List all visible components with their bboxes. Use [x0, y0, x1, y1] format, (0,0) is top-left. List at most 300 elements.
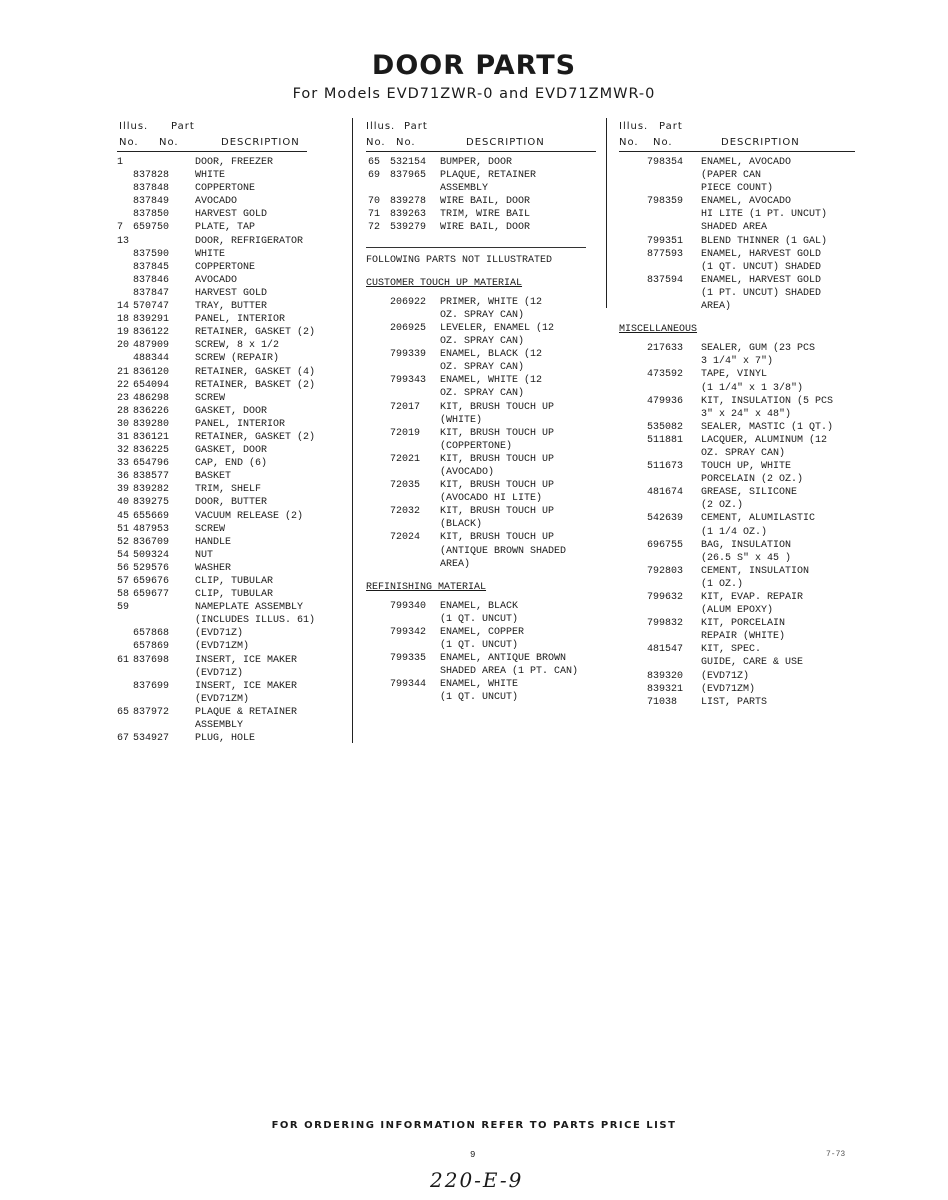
table-row: [619, 382, 855, 395]
part-description: BUMPER, DOOR: [440, 157, 513, 168]
table-row: [366, 639, 596, 652]
part-description: (PAPER CAN: [701, 170, 762, 182]
part-number: 799342: [390, 627, 427, 638]
part-number: 657869: [133, 641, 170, 653]
part-number: 535082: [647, 421, 684, 433]
part-description: OZ. SPRAY CAN): [440, 388, 525, 400]
table-row: [117, 483, 307, 496]
illus-number: 59: [117, 602, 130, 614]
table-row: [619, 656, 855, 669]
header-rule: [619, 151, 855, 152]
part-description: ASSEMBLY: [440, 183, 489, 195]
part-number: 799351: [647, 235, 684, 247]
table-row: [117, 640, 307, 653]
part-description: AVOCADO: [195, 274, 238, 286]
illus-number: 71: [368, 209, 381, 221]
part-description: ASSEMBLY: [195, 720, 244, 732]
part-description: PLAQUE & RETAINER: [195, 706, 298, 718]
part-number: 532154: [390, 157, 427, 168]
table-row: [366, 678, 596, 691]
column-divider: [606, 118, 607, 308]
table-row: [117, 588, 307, 601]
part-number: 836226: [133, 405, 170, 417]
table-row: [117, 732, 307, 745]
part-description: AREA): [440, 558, 471, 570]
part-number: 799343: [390, 375, 427, 387]
illus-number: 20: [117, 340, 130, 352]
part-description: BAG, INSULATION: [701, 539, 792, 551]
table-row: [619, 512, 855, 525]
part-description: OZ. SPRAY CAN): [440, 336, 525, 348]
part-number: 487953: [133, 523, 170, 535]
part-description: KIT, BRUSH TOUCH UP: [440, 532, 555, 544]
table-row: [117, 379, 316, 392]
part-number: 206925: [390, 322, 427, 334]
part-description: (1 QT. UNCUT): [440, 613, 519, 625]
part-description: ENAMEL, COPPER: [440, 627, 525, 638]
part-description: (1 QT. UNCUT): [440, 692, 519, 704]
section-rule: [366, 247, 586, 248]
table-row: [366, 492, 596, 505]
table-row: [619, 221, 855, 234]
illus-number: 28: [117, 405, 130, 417]
part-description: KIT, BRUSH TOUCH UP: [440, 480, 555, 492]
illus-number: 31: [117, 431, 130, 443]
part-description: (INCLUDES ILLUS. 61): [195, 615, 316, 627]
part-number: 654796: [133, 458, 170, 470]
part-number: 836225: [133, 445, 170, 457]
column-divider: [352, 118, 353, 743]
part-description: HARVEST GOLD: [195, 209, 268, 221]
part-description: (26.5 S" x 45 ): [701, 552, 792, 564]
part-number: 836120: [133, 366, 170, 378]
part-description: (1 1/4" x 1 3/8"): [701, 382, 804, 394]
parts-column-3: [619, 120, 855, 709]
part-description: KIT, INSULATION (5 PCS: [701, 395, 834, 407]
parts-column-2: [366, 120, 596, 705]
table-row: [366, 531, 596, 544]
part-number: 799340: [390, 600, 427, 612]
table-row: [366, 545, 596, 558]
part-number: 570747: [133, 301, 170, 313]
part-description: INSERT, ICE MAKER: [195, 654, 298, 666]
table-row: [117, 195, 307, 208]
part-description: (1 1/4 OZ.): [701, 526, 768, 538]
table-row: [619, 670, 855, 683]
part-number: 72021: [390, 453, 421, 465]
part-description: HARVEST GOLD: [195, 287, 268, 299]
ordering-info-footer: FOR ORDERING INFORMATION REFER TO PARTS PRICE LIST: [271, 1120, 677, 1131]
part-description: ENAMEL, WHITE (12: [440, 375, 543, 387]
description-header: DESCRIPTION: [221, 137, 300, 148]
parts-list: [117, 156, 316, 745]
part-description: NUT: [195, 549, 214, 561]
part-description: CEMENT, ALUMILASTIC: [701, 513, 816, 525]
part-description: DOOR, BUTTER: [195, 497, 268, 509]
table-row: [117, 274, 307, 287]
part-description: DOOR, REFRIGERATOR: [195, 235, 304, 247]
table-row: [619, 473, 855, 486]
illus-number: 51: [117, 523, 130, 535]
part-description: WIRE BAIL, DOOR: [440, 196, 531, 208]
table-row: [619, 630, 855, 643]
table-row: [619, 526, 855, 539]
part-number: 839320: [647, 670, 684, 682]
miscellaneous-list: [619, 342, 855, 709]
part-header: No.: [653, 137, 673, 148]
table-row: [117, 248, 307, 261]
part-number: 799335: [390, 653, 427, 665]
table-row: [117, 287, 307, 300]
part-number: 206922: [390, 296, 427, 308]
part-number: 657868: [133, 628, 170, 640]
part-description: SCREW, 8 x 1/2: [195, 340, 280, 352]
illus-number: 65: [117, 706, 130, 718]
part-description: COPPERTONE: [195, 183, 256, 195]
section-title-refinishing: REFINISHING MATERIAL: [366, 581, 487, 593]
part-description: (WHITE): [440, 414, 483, 426]
part-description: GASKET, DOOR: [195, 405, 268, 417]
part-number: 654094: [133, 379, 170, 391]
table-row: [117, 510, 307, 523]
part-description: OZ. SPRAY CAN): [440, 362, 525, 374]
table-row: [117, 352, 307, 365]
table-row: [117, 654, 307, 667]
table-row: [366, 414, 596, 427]
table-row: [117, 457, 307, 470]
page-subtitle: For Models EVD71ZWR-0 and EVD71ZMWR-0: [292, 86, 656, 102]
table-row: [117, 562, 307, 575]
part-description: PRIMER, WHITE (12: [440, 296, 543, 308]
part-description: TRIM, SHELF: [195, 484, 262, 496]
table-row: [117, 366, 316, 379]
illus-number: 14: [117, 301, 130, 313]
illus-number: 36: [117, 471, 130, 483]
corner-code: 7-73: [826, 1150, 846, 1159]
table-row: [117, 719, 307, 732]
parts-list: [366, 156, 596, 235]
table-row: [619, 208, 855, 221]
table-row: [366, 335, 596, 348]
part-description: PORCELAIN (2 OZ.): [701, 474, 804, 486]
part-number: 534927: [133, 733, 170, 745]
part-header: No.: [159, 137, 179, 148]
part-description: CAP, END (6): [195, 458, 268, 470]
table-row: [619, 287, 855, 300]
table-row: [117, 405, 307, 418]
table-row: [117, 706, 307, 719]
illus-number: 18: [117, 314, 130, 326]
illus-number: 19: [117, 327, 130, 339]
table-row: [619, 578, 855, 591]
part-number: 798354: [647, 157, 684, 168]
table-row: [117, 523, 307, 536]
touch-up-list: [366, 296, 596, 571]
part-number: 799832: [647, 618, 684, 630]
table-row: [117, 156, 307, 169]
table-row: [366, 208, 596, 221]
table-row: [619, 248, 855, 261]
table-row: [366, 296, 596, 309]
table-row: [619, 195, 855, 208]
part-description: (COPPERTONE): [440, 440, 513, 452]
table-row: [619, 156, 855, 169]
part-description: OZ. SPRAY CAN): [440, 309, 525, 321]
table-row: [117, 300, 307, 313]
part-description: RETAINER, BASKET (2): [195, 379, 316, 391]
part-number: 799344: [390, 679, 427, 691]
table-row: [366, 361, 596, 374]
part-description: (EVD71ZM): [195, 693, 250, 705]
part-description: (1 OZ.): [701, 578, 744, 590]
part-number: 481547: [647, 644, 684, 656]
part-description: GUIDE, CARE & USE: [701, 657, 804, 669]
part-description: DOOR, FREEZER: [195, 157, 274, 168]
part-description: (EVD71ZM): [701, 683, 756, 695]
illus-number: 30: [117, 418, 130, 430]
part-number: 839263: [390, 209, 427, 221]
part-description: CLIP, TUBULAR: [195, 589, 274, 601]
illus-number: 70: [368, 196, 381, 208]
part-number: 837972: [133, 706, 170, 718]
page-title: DOOR PARTS: [371, 50, 577, 81]
table-row: [117, 680, 307, 693]
part-description: SHADED AREA (1 PT. CAN): [440, 666, 579, 678]
part-description: ENAMEL, ANTIQUE BROWN: [440, 653, 567, 665]
part-description: CEMENT, INSULATION: [701, 565, 810, 577]
part-description: HANDLE: [195, 536, 232, 548]
part-description: REPAIR (WHITE): [701, 631, 786, 643]
illus-number: 39: [117, 484, 130, 496]
part-description: AVOCADO: [195, 196, 238, 208]
part-number: 72017: [390, 401, 421, 413]
part-number: 798359: [647, 196, 684, 208]
table-row: [366, 221, 596, 234]
part-number: 836709: [133, 536, 170, 548]
column-header: [619, 120, 855, 150]
part-description: LIST, PARTS: [701, 696, 768, 708]
table-row: [117, 392, 307, 405]
part-number: 838577: [133, 471, 170, 483]
part-number: 792803: [647, 565, 684, 577]
header-rule: [366, 151, 596, 152]
part-number: 511673: [647, 461, 684, 473]
illus-number: 22: [117, 379, 130, 391]
illus-number: 58: [117, 589, 130, 601]
part-number: 837965: [390, 170, 427, 182]
part-description: GASKET, DOOR: [195, 445, 268, 457]
part-description: LEVELER, ENAMEL (12: [440, 322, 555, 334]
part-number: 486298: [133, 392, 170, 404]
table-row: [619, 539, 855, 552]
part-number: 837845: [133, 261, 170, 273]
illus-number: 69: [368, 170, 381, 182]
table-row: [619, 643, 855, 656]
part-number: 72035: [390, 480, 421, 492]
illus-header-top: Illus.: [366, 121, 396, 132]
table-row: [619, 355, 855, 368]
table-row: [366, 309, 596, 322]
part-description: (AVOCADO HI LITE): [440, 493, 543, 505]
table-row: [366, 665, 596, 678]
part-description: KIT, BRUSH TOUCH UP: [440, 401, 555, 413]
table-row: [619, 408, 855, 421]
part-description: KIT, EVAP. REPAIR: [701, 592, 804, 603]
part-number: 542639: [647, 513, 684, 525]
not-illustrated-note: FOLLOWING PARTS NOT ILLUSTRATED: [366, 254, 553, 266]
table-row: [117, 549, 307, 562]
part-number: 839291: [133, 314, 170, 326]
part-number: 839275: [133, 497, 170, 509]
table-row: [117, 627, 307, 640]
illus-number: 21: [117, 366, 130, 378]
table-row: [366, 322, 596, 335]
table-row: [366, 479, 596, 492]
part-description: (1 QT. UNCUT): [440, 640, 519, 652]
part-number: 72019: [390, 427, 421, 439]
table-row: [366, 558, 596, 571]
table-row: [366, 156, 596, 169]
table-row: [117, 208, 307, 221]
table-row: [619, 182, 855, 195]
part-description: ENAMEL, BLACK (12: [440, 349, 543, 361]
part-description: TRIM, WIRE BAIL: [440, 209, 531, 221]
part-number: 799632: [647, 592, 684, 603]
table-row: [117, 221, 307, 234]
table-row: [117, 470, 307, 483]
part-description: KIT, BRUSH TOUCH UP: [440, 427, 555, 439]
part-description: RETAINER, GASKET (2): [195, 431, 316, 443]
illus-header: No.: [366, 137, 386, 148]
page-number: 9: [470, 1150, 476, 1160]
table-row: [366, 182, 596, 195]
part-number: 837850: [133, 209, 170, 221]
table-row: [117, 418, 307, 431]
part-description: COPPERTONE: [195, 261, 256, 273]
part-number: 836121: [133, 431, 170, 443]
part-description: VACUUM RELEASE (2): [195, 510, 304, 522]
part-description: SCREW (REPAIR): [195, 353, 280, 365]
part-number: 72032: [390, 506, 421, 518]
part-number: 839280: [133, 418, 170, 430]
illus-number: 61: [117, 654, 130, 666]
table-row: [117, 575, 307, 588]
part-number: 837848: [133, 183, 170, 195]
part-description: PANEL, INTERIOR: [195, 314, 286, 326]
illus-number: 65: [368, 157, 381, 168]
table-row: [117, 169, 307, 182]
illus-header: No.: [119, 137, 139, 148]
illus-number: 23: [117, 392, 130, 404]
table-row: [366, 427, 596, 440]
table-row: [366, 505, 596, 518]
part-number: 481674: [647, 487, 684, 499]
part-header-top: Part: [171, 121, 195, 132]
illus-number: 45: [117, 510, 130, 522]
parts-column-1: [117, 120, 316, 745]
description-header: DESCRIPTION: [466, 137, 545, 148]
part-description: (ANTIQUE BROWN SHADED: [440, 545, 567, 557]
part-description: WHITE: [195, 170, 226, 182]
illus-number: 72: [368, 222, 381, 234]
table-row: [117, 536, 307, 549]
part-description: SCREW: [195, 392, 226, 404]
part-number: 799339: [390, 349, 427, 361]
part-description: AREA): [701, 301, 732, 313]
table-row: [366, 600, 596, 613]
table-row: [619, 421, 855, 434]
part-description: ENAMEL, BLACK: [440, 600, 519, 612]
illus-number: 33: [117, 458, 130, 470]
illus-number: 32: [117, 445, 130, 457]
part-number: 487909: [133, 340, 170, 352]
part-description: TOUCH UP, WHITE: [701, 461, 792, 473]
table-row: [366, 348, 596, 361]
part-description: PIECE COUNT): [701, 183, 774, 195]
table-row: [619, 552, 855, 565]
part-number: 509324: [133, 549, 170, 561]
table-row: [117, 667, 307, 680]
part-description: SCREW: [195, 523, 226, 535]
part-number: 71038: [647, 696, 678, 708]
part-number: 837849: [133, 196, 170, 208]
table-row: [366, 169, 596, 182]
part-description: SEALER, MASTIC (1 QT.): [701, 421, 834, 433]
part-description: KIT, BRUSH TOUCH UP: [440, 453, 555, 465]
table-row: [366, 374, 596, 387]
part-description: (EVD71Z): [195, 667, 244, 679]
illus-header-top: Illus.: [619, 121, 649, 132]
table-row: [366, 652, 596, 665]
part-description: ENAMEL, HARVEST GOLD: [701, 274, 822, 286]
part-description: PLATE, TAP: [195, 222, 256, 234]
part-number: 837594: [647, 274, 684, 286]
table-row: [117, 339, 307, 352]
table-row: [619, 591, 855, 604]
illus-number: 7: [117, 222, 124, 234]
table-row: [619, 460, 855, 473]
part-description: SEALER, GUM (23 PCS: [701, 343, 816, 355]
table-row: [117, 601, 307, 614]
part-number: 539279: [390, 222, 427, 234]
part-description: ENAMEL, AVOCADO: [701, 196, 792, 208]
table-row: [366, 387, 596, 400]
table-row: [366, 613, 596, 626]
table-row: [366, 440, 596, 453]
part-description: LACQUER, ALUMINUM (12: [701, 434, 828, 446]
illus-number: 67: [117, 733, 130, 745]
table-row: [366, 401, 596, 414]
table-row: [366, 626, 596, 639]
part-description: 3 1/4" x 7"): [701, 356, 774, 368]
table-row: [619, 368, 855, 381]
table-row: [117, 496, 307, 509]
part-description: (2 OZ.): [701, 500, 744, 512]
part-number: 837698: [133, 654, 170, 666]
parts-list: [619, 156, 855, 313]
part-number: 837699: [133, 680, 170, 692]
table-row: [366, 195, 596, 208]
table-row: [619, 486, 855, 499]
part-number: 488344: [133, 353, 170, 365]
handwritten-note: 220-E-9: [430, 1168, 524, 1192]
part-description: TRAY, BUTTER: [195, 301, 268, 313]
part-number: 836122: [133, 327, 170, 339]
table-row: [619, 447, 855, 460]
table-row: [619, 169, 855, 182]
part-number: 839278: [390, 196, 427, 208]
table-row: [117, 614, 316, 627]
